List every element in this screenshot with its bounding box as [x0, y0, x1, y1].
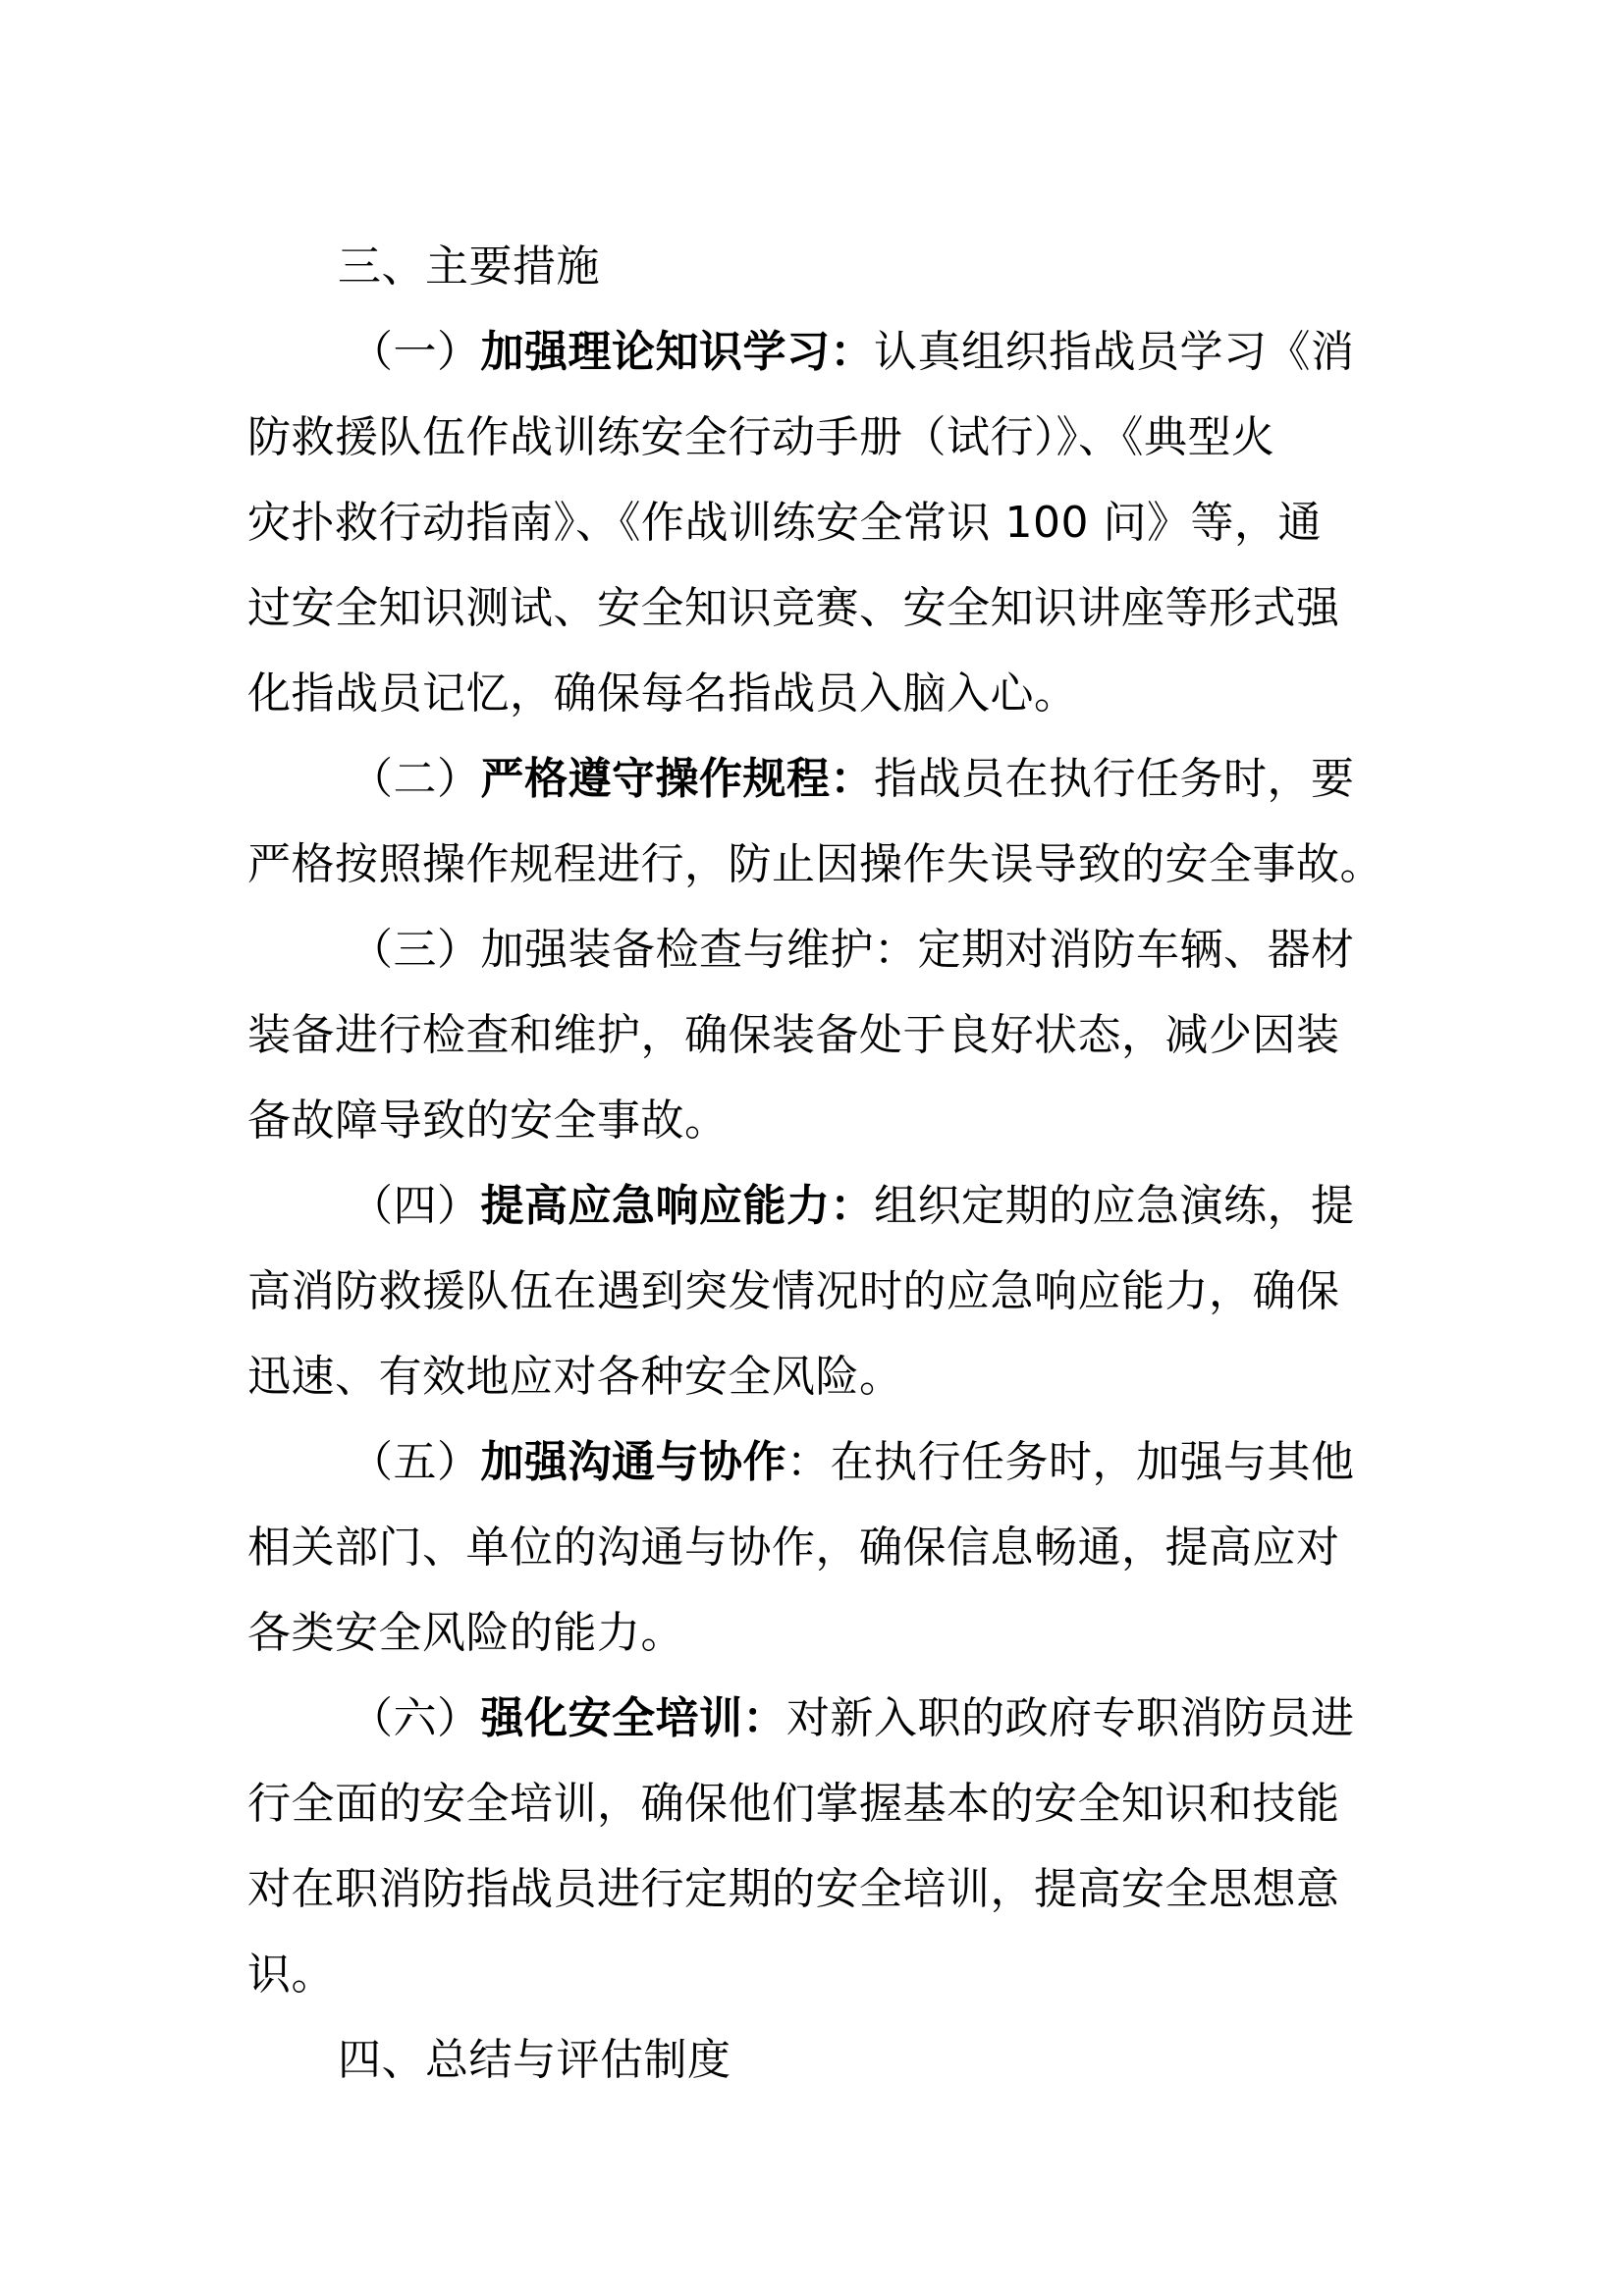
section-heading-4: 四、总结与评估制度: [338, 2035, 731, 2085]
item-5-text-1: ：在执行任务时，加强与其他: [786, 1437, 1355, 1487]
item-6-line-3: 对在职消防指战员进行定期的安全培训，提高安全思想意: [247, 1864, 1340, 1914]
item-4-line-1: [247, 1163, 1386, 1249]
item-6-text-1: 对新入职的政府专职消防员进: [786, 1693, 1355, 1743]
item-6-line-1: [247, 1676, 1386, 1761]
measure-item-1: [247, 309, 1386, 736]
item-3-text-1: 加强装备检查与维护：定期对消防车辆、器材: [480, 925, 1355, 975]
item-1-line-1: [247, 309, 1386, 395]
item-4-title: 提高应急响应能力：: [480, 1181, 874, 1231]
item-2-prefix: （二）: [350, 754, 481, 804]
item-5-line-1: [247, 1419, 1386, 1505]
item-1-line-5: 化指战员记忆，确保每名指战员入脑入心。: [247, 668, 1078, 719]
item-2-line-1: [247, 736, 1386, 822]
item-5-title: 加强沟通与协作: [480, 1437, 786, 1487]
item-1-line-2: 防救援队伍作战训练安全行动手册（试行）》、《典型火: [247, 412, 1275, 462]
item-4-line-3: 迅速、有效地应对各种安全风险。: [247, 1352, 903, 1402]
item-6-title: 强化安全培训：: [480, 1693, 786, 1743]
measure-item-5: [247, 1419, 1386, 1676]
item-5-prefix: （五）: [350, 1437, 481, 1487]
item-3-prefix: （三）: [350, 925, 481, 975]
item-3-line-3: 备故障导致的安全事故。: [247, 1095, 729, 1146]
item-6-line-2: 行全面的安全培训，确保他们掌握基本的安全知识和技能: [247, 1779, 1340, 1829]
item-1-prefix: （一）: [350, 327, 481, 377]
measure-item-3: [247, 907, 1386, 1163]
item-1-line-4: 过安全知识测试、安全知识竞赛、安全知识讲座等形式强: [247, 583, 1340, 633]
item-6-prefix: （六）: [350, 1693, 481, 1743]
section-heading-3: 三、主要措施: [338, 241, 600, 292]
measure-item-6: [247, 1676, 1386, 2017]
item-1-text-1: 认真组织指战员学习《消: [874, 327, 1355, 377]
item-5-line-3: 各类安全风险的能力。: [247, 1608, 684, 1658]
item-3-line-2: 装备进行检查和维护，确保装备处于良好状态，减少因装: [247, 1010, 1340, 1060]
item-2-title: 严格遵守操作规程：: [480, 754, 874, 804]
item-1-title: 加强理论知识学习：: [480, 327, 874, 377]
document-body: [247, 224, 1386, 2103]
item-5-line-2: 相关部门、单位的沟通与协作，确保信息畅通，提高应对: [247, 1522, 1340, 1573]
item-3-line-1: [247, 907, 1386, 992]
item-2-line-2: 严格按照操作规程进行，防止因操作失误导致的安全事故。: [247, 839, 1383, 889]
measure-item-4: [247, 1163, 1386, 1419]
item-2-text-1: 指战员在执行任务时，要: [874, 754, 1355, 804]
item-4-line-2: 高消防救援队伍在遇到突发情况时的应急响应能力，确保: [247, 1266, 1340, 1316]
item-4-text-1: 组织定期的应急演练，提: [874, 1181, 1355, 1231]
item-4-prefix: （四）: [350, 1181, 481, 1231]
measure-item-2: [247, 736, 1386, 907]
item-1-line-3: 灾扑救行动指南》、《作战训练安全常识 100 问》等，通: [247, 498, 1322, 548]
item-6-line-4: 识。: [247, 1949, 335, 2000]
